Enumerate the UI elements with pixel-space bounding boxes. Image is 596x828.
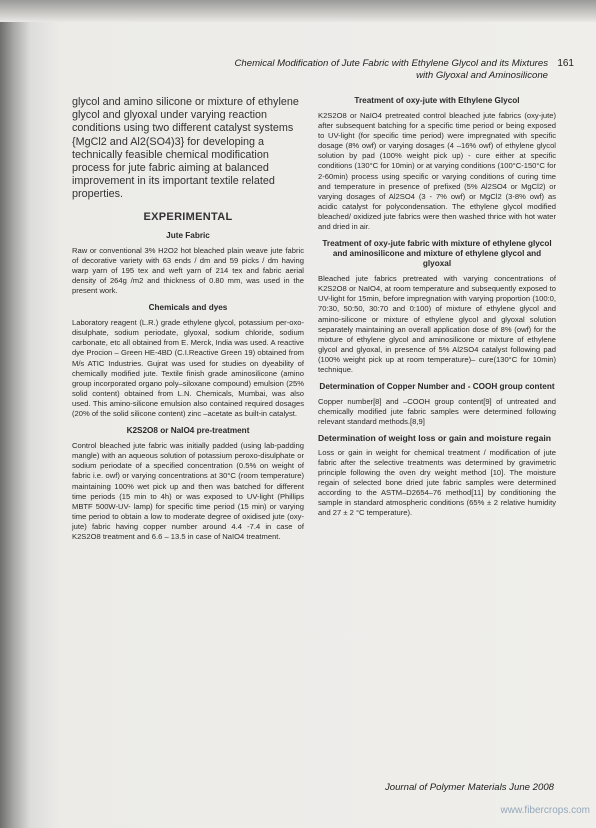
running-header xyxy=(234,58,548,82)
left-column xyxy=(72,96,304,546)
page-number: 161 xyxy=(557,58,574,69)
header-line-1: Chemical Modification of Jute Fabric with Ethylene Glycol and its Mixtures xyxy=(234,58,548,69)
eg-heading: Treatment of oxy-jute with Ethylene Glycol xyxy=(354,96,520,105)
jute-fabric-heading: Jute Fabric xyxy=(166,230,210,240)
chemicals-text: Laboratory reagent (L.R.) grade ethylene glycol, potassium per-oxo-disulphate, sodium periodate, glyoxal, sodium chloride, sodium carbonate, etc all obtained from E. Merck, India was used. A reactive dye Procion – Green HE-4BD (C.I.Reactive Green 19) obtained from M/s ATIC Industries. Gujrat was used for studies on dyeability of chemically modified jute. Textile finish grade aminosilicone (amino group incorporated organo poly–siloxane compound) emulsion (25% solid content) obtained from L.N. Chemicals, Mumbai, was also used. This amino-silicone emulsion also contained required dosages (20% of the solid silicone content) zinc –acetate as built-in catalyst. xyxy=(72,318,304,419)
right-column xyxy=(318,96,556,523)
jute-fabric-text: Raw or conventional 3% H2O2 hot bleached plain weave jute fabric of decorative variety with 63 ends / dm and 59 picks / dm having warp yarn of 195 tex and weft yarn of 214 tex and fabric aerial density of 264g /m2 and thickness of 0.80 mm, was used in the present work. xyxy=(72,245,304,296)
intro-paragraph: glycol and amino silicone or mixture of ethylene glycol and glyoxal under varying reaction conditions using two different catalyst systems {MgCl2 and Al2(SO4)3} for developing a technically feasible chemical modification process for jute fabric aiming at balanced improvement in its important textile related properties. xyxy=(72,96,299,201)
journal-footer: Journal of Polymer Materials June 2008 xyxy=(384,782,554,793)
eg-text: K2S2O8 or NaIO4 pretreated control bleached jute fabrics (oxy-jute) after subsequent batching for a specific time period or being exposed to UV-light (for specific time period) were impregnated with specific dosage (8% owf) or varying dosages (4 –16% owf) of ethylene glycol solution by pad (100% weight pick up) - cure either at specific conditions (130°C for 10min) or at varying conditions (100°C-150°C for 2-60min) process using specific or varying conditions of curing time and temperature in presence of prefixed (5% Al2SO4 or MgCl2) or varying dosages of Al2SO4 (3 - 7% owf) or MgCl2 (3-8% owf) as acidic catalyst for polycondensation. The ethylene glycol modified bleached/ oxidized jute fabrics were then washed thrice with hot water and dried in air. xyxy=(318,111,556,232)
watermark: www.fibercrops.com xyxy=(500,805,590,816)
weight-loss-text: Loss or gain in weight for chemical treatment / modification of jute fabric after the selective treatments was determined by gravimetric principle following the oven dry weight method [10]. The moisture regain of selected bone dried jute fabric samples were determined according to the ASTM–D2654–76 method[11] by conditioning the sample in standard atmospheric conditions (65% ± 2 relative humidity and 27 ± 2 °C temperature). xyxy=(318,447,556,518)
mixture-heading: Treatment of oxy-jute fabric with mixture of ethylene glycol and aminosilicone and mixture of ethylene glycol and glyoxal xyxy=(322,239,552,269)
copper-number-text: Copper number[8] and –COOH group content[9] of untreated and chemically modified jute fabric samples were determined following relevant standard methods.[8,9] xyxy=(318,397,556,427)
copper-number-heading: Determination of Copper Number and - COOH group content xyxy=(319,382,555,392)
pretreatment-text: Control bleached jute fabric was initially padded (using lab-padding mangle) with an aqueous solution of potassium peroxo-disulphate or sodium periodate of a specified concentration (0.5% on weight of fabric i.e. owf) or varying concentrations at 30°C (room temperature) maintaining 100% wet pick up and then was batched for different time periods (15 min to 4h) or was exposed to UV-light (Phillips MBTF 500W-UV- lamp) for specific time period (15 min) or varying time period to obtain a low to moderate degree of oxidised jute (oxy-jute) fabric having copper number around 4.4 -7.4 in case of K2S2O8 treatment and 6.6 – 13.5 in case of NaIO4 treatment. xyxy=(72,441,304,541)
header-line-2: with Glyoxal and Aminosilicone xyxy=(416,70,548,81)
pretreatment-heading: K2S2O8 or NaIO4 pre-treatment xyxy=(126,426,250,436)
experimental-heading: EXPERIMENTAL xyxy=(143,210,233,223)
scan-shadow xyxy=(0,0,596,22)
mixture-text: Bleached jute fabrics pretreated with varying concentrations of K2S2O8 or NaIO4, at room temperature and subsequently exposed to UV-light for 15min, before impregnation with varying proportion (100:0, 70:30, 50:50, 30:70 and 0:100) of mixture of ethylene glycol and amino-silicone or mixture of ethylene glycol and glyoxal solution separately maintaining an overall application dose of 8% (owf) for the mixture of ethylene glycol and aminosilicone or mixture of ethylene glycol and glyoxal, in presence of 5% Al2SO4 catalyst following pad (100% weight pick up at room temperature)– cure(130°C for 10min) technique. xyxy=(318,274,556,374)
weight-loss-heading: Determination of weight loss or gain and moisture regain xyxy=(318,433,552,444)
chemicals-heading: Chemicals and dyes xyxy=(148,303,228,313)
